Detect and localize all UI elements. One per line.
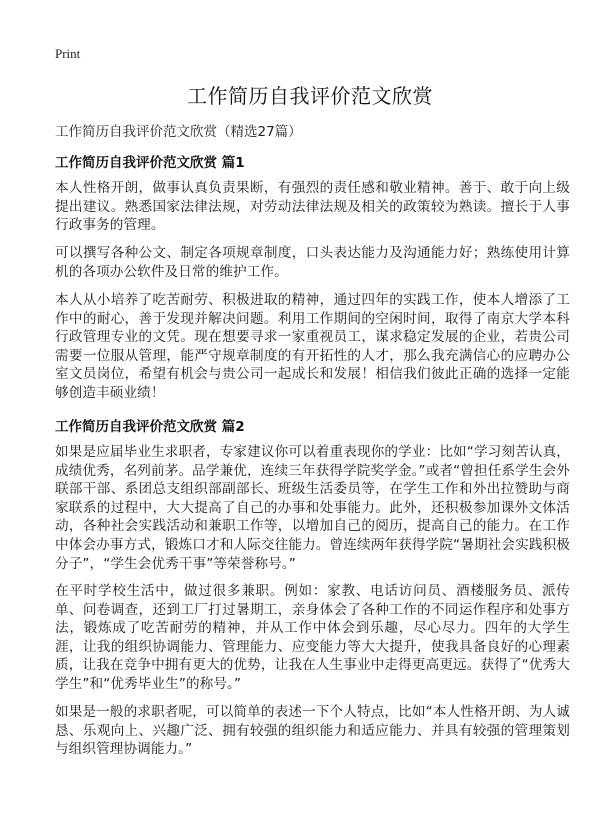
page-title: 工作简历自我评价范文欣赏: [187, 84, 433, 108]
print-link[interactable]: Print: [55, 46, 81, 61]
section-heading-2: 工作简历自我评价范文欣赏 篇2: [55, 419, 245, 435]
paragraph: 本人从小培养了吃苦耐劳、积极进取的精神，通过四年的实践工作，使本人增添了工作中的耐心，善于发现并解决问题。利用工作期间的空闲时间，取得了南京大学本科行政管理专业的文凭。现在想要寻求一家重视员工，谋求稳定发展的企业，若贵公司需要一位服从管理，能严守规章制度的有开拓性的人才，那么我充满信心的应聘办公室文员岗位，希望有机会与贵公司一起成长和发展！相信我们彼此正确的选择一定能够创造丰硕业绩！: [55, 292, 570, 401]
paragraph: 如果是应届毕业生求职者，专家建议你可以着重表现你的学业：比如“学习刻苦认真，成绩优秀，名列前茅。品学兼优，连续三年获得学院奖学金。”或者“曾担任系学生会外联部干部、系团总支组织部副部长、班级生活委员等，在学生工作和外出拉赞助与商家联系的过程中，大大提高了自己的办事和处事能力。此外，还积极参加课外文体活动，各种社会实践活动和兼职工作等，以增加自己的阅历，提高自己的能力。在工作中体会办事方式，锻炼口才和人际交往能力。曾连续两年获得学院“暑期社会实践积极分子”，“学生会优秀干事”等荣誉称号。”: [55, 444, 570, 572]
document-subtitle: 工作简历自我评价范文欣赏（精选27篇）: [55, 124, 302, 140]
paragraph: 如果是一般的求职者呢，可以简单的表述一下个人特点，比如“本人性格开朗、为人诚恳、乐观向上、兴趣广泛、拥有较强的组织能力和适应能力、并具有较强的管理策划与组织管理协调能力。”: [55, 704, 570, 758]
paragraph: 在平时学校生活中，做过很多兼职。例如：家教、电话访问员、酒楼服务员、派传单、问卷调查，还到工厂打过暑期工，亲身体会了各种工作的不同运作程序和处事方法，锻炼成了吃苦耐劳的精神，并从工作中体会到乐趣，尽心尽力。四年的大学生涯，让我的组织协调能力、管理能力、应变能力等大大提升，使我具备良好的心理素质，让我在竞争中拥有更大的优势，让我在人生事业中走得更高更远。获得了“优秀大学生”和“优秀毕业生”的称号。”: [55, 583, 570, 692]
paragraph: 可以撰写各种公文、制定各项规章制度，口头表达能力及沟通能力好；熟练使用计算机的各项办公软件及日常的维护工作。: [55, 245, 570, 280]
section-heading-1: 工作简历自我评价范文欣赏 篇1: [55, 155, 245, 171]
paragraph: 本人性格开朗，做事认真负责果断，有强烈的责任感和敬业精神。善于、敢于向上级提出建议。熟悉国家法律法规，对劳动法律法规及相关的政策较为熟读。擅长于人事行政事务的管理。: [55, 180, 570, 234]
